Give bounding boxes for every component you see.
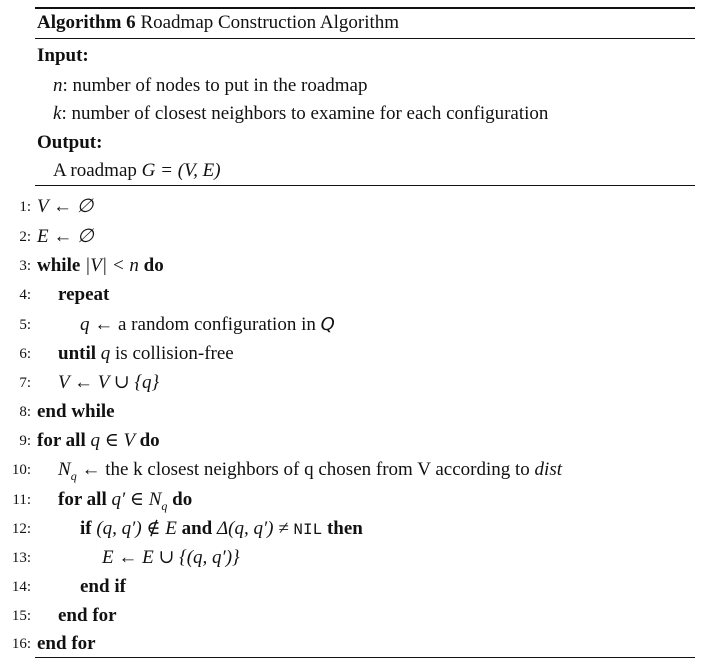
bottom-rule [35, 657, 695, 658]
top-rule [35, 7, 695, 9]
input-heading: Input: [37, 45, 89, 66]
caption-rule [35, 38, 695, 39]
algorithm-label: Algorithm 6 [37, 12, 136, 33]
input-n: n: number of nodes to put in the roadmap [53, 75, 368, 96]
output-heading: Output: [37, 132, 103, 153]
algorithm-caption [37, 12, 399, 34]
algorithm-title: Roadmap Construction Algorithm [140, 12, 400, 33]
io-rule [35, 185, 695, 186]
input-k: k: number of closest neighbors to examine for each configuration [53, 103, 549, 124]
output-desc: A roadmap G = (V, E) [53, 160, 221, 181]
